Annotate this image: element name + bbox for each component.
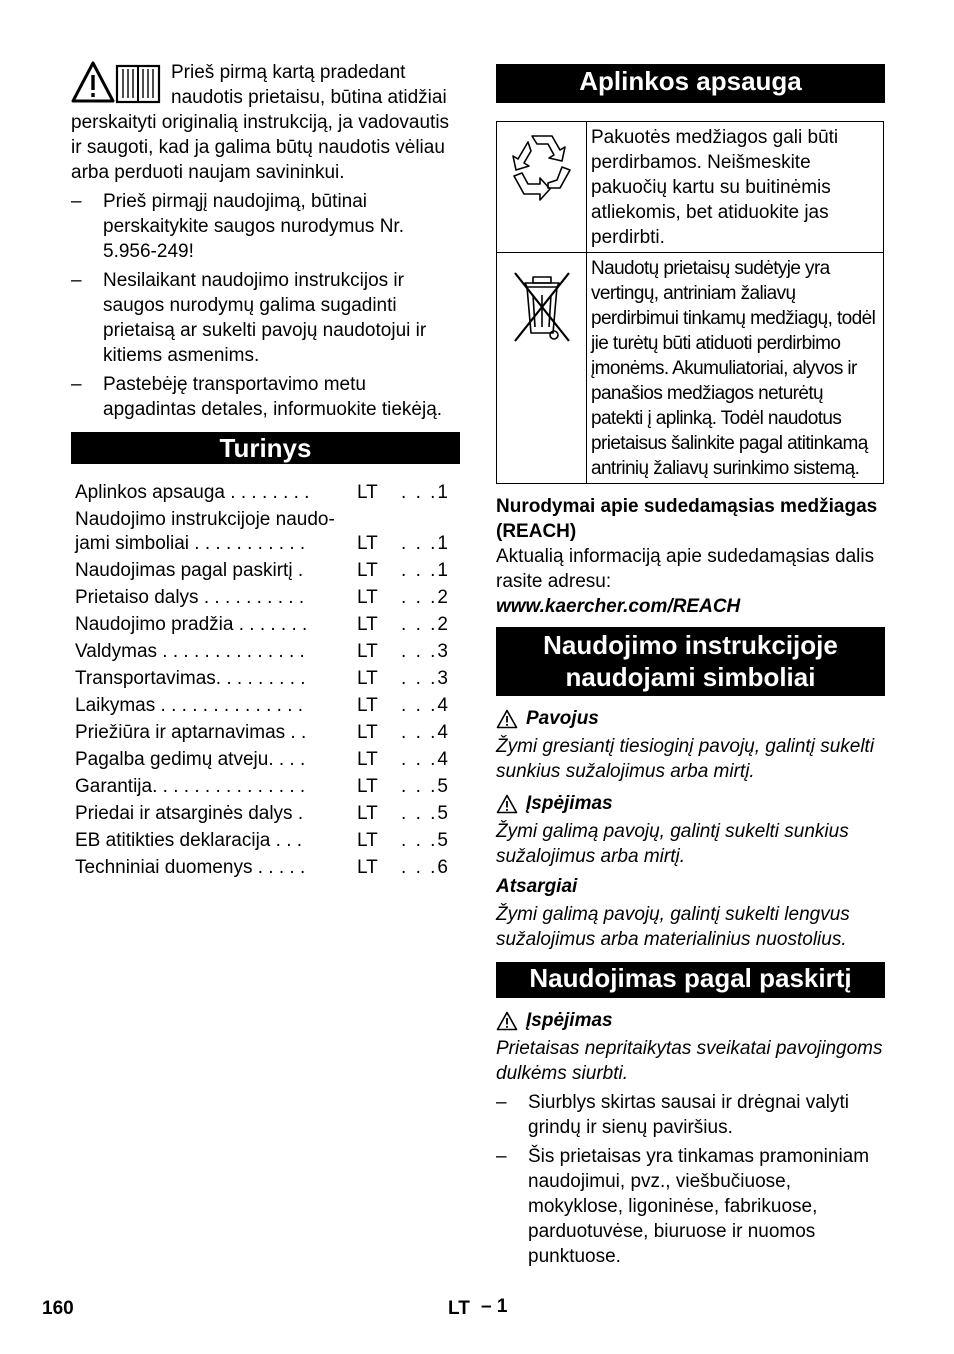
toc-row[interactable] [71,691,460,718]
toc-lang: LT [357,533,378,554]
toc-row[interactable] [71,637,460,664]
intended-list-item [496,1144,885,1269]
intended-list-item [496,1090,885,1140]
toc-row[interactable] [71,610,460,637]
danger-title: Pavojus [526,708,599,729]
toc-page: . . .3 [401,641,450,662]
toc-lang: LT [357,587,378,608]
toc-name: Techniniai duomenys [75,857,253,878]
list-text: Šis prietaisas yra tinkamas pramoniniam naudojimui, pvz., viešbučiuose, mokyklose, ligoninėse, fabrikuose, parduotuvėse, biuruose ir nuomos punktuose. [528,1146,870,1267]
toc-lang: LT [357,749,378,770]
toc-dots: . . . . . . . . . . [198,587,305,608]
intended-warning-title-row [496,1008,885,1033]
toc-page: . . .5 [401,776,450,797]
toc-page: . . .1 [401,533,450,554]
toc-name: Naudojimo instrukcijoje naudo- [75,509,335,530]
toc-name: Priežiūra ir aptarnavimas [75,722,286,743]
toc-lang: LT [357,482,378,503]
toc-name: Naudojimo pradžia [75,614,234,635]
toc-name: Priedai ir atsarginės dalys [75,803,293,824]
toc-dots: . [292,560,304,581]
environment-row [497,253,884,484]
toc-name: EB atitikties deklaracija [75,830,271,851]
toc-dots: . . . . . . . . . . . . . . . [152,776,306,797]
reach-section [496,494,885,619]
toc-row[interactable] [71,556,460,583]
toc-lang: LT [357,857,378,878]
toc-page: . . .4 [401,749,450,770]
toc-name: Pagalba gedimų atveju [75,749,269,770]
right-column [496,64,885,1269]
toc-page: . . .2 [401,587,450,608]
crossed-bin-icon [511,267,573,347]
list-dash: – [71,270,82,291]
warning-text: Žymi galimą pavojų, galintį sukelti sunkius sužalojimus arba mirtį. [496,821,849,867]
reach-text: Aktualią informaciją apie sudedamąsias dalis rasite adresu: [496,546,875,592]
disposal-text: Naudotų prietaisų sudėtyje yra vertingų, antriniam žaliavų perdirbimui tinkamų medžiagų, todėl jie turėtų būti atiduoti perdirbimo įmonėms. Akumuliatoriai, alyvos ir panašios medžiagos neturėtų patekti į aplinką. Todėl naudotus prietaisus šalinkite pagal atitinkamą antrinių žaliavų surinkimo sistemą. [587,253,884,484]
list-dash: – [71,191,82,212]
toc-row[interactable] [71,478,460,505]
toc-dots: . . . . . . . . . . . [189,533,306,554]
toc-page: . . .4 [401,722,450,743]
reach-url-link[interactable]: www.kaercher.com/REACH [496,596,741,617]
toc-dots: . . [285,722,307,743]
environment-icon-cell [497,122,587,253]
footer-page-ref: – 1 [481,1296,508,1317]
toc-page: . . .1 [401,560,450,581]
danger-text: Žymi gresiantį tiesioginį pavojų, galintį sukelti sunkius sužalojimus arba mirtį. [496,736,875,782]
environment-heading: Aplinkos apsauga [496,64,885,103]
toc-dots: . . . . . . . [233,614,308,635]
toc-name-cont: jami simboliai [75,533,190,554]
toc-lang: LT [357,614,378,635]
toc-page: . . .2 [401,614,450,635]
warning-title: Įspėjimas [526,793,613,814]
toc-page: . . .5 [401,830,450,851]
toc-dots: . . . . . [252,857,306,878]
toc-lang: LT [357,560,378,581]
list-dash: – [71,374,82,395]
toc-page: . . .3 [401,668,450,689]
warning-triangle-icon [496,1011,518,1031]
symbols-heading-line: naudojami simboliai [565,662,816,692]
list-text: Pastebėję transportavimo metu apgadintas detales, informuokite tiekėją. [103,374,443,420]
list-text: Prieš pirmąjį naudojimą, būtinai perskaitykite saugos nurodymus Nr. 5.956-249! [103,191,404,262]
caution-text: Žymi galimą pavojų, galintį sukelti lengvus sužalojimus arba materialinius nuostolius. [496,904,850,950]
toc-name: Garantija [75,776,153,797]
left-column [71,60,460,880]
toc-name: Valdymas [75,641,158,662]
toc-row[interactable] [71,745,460,772]
toc-name: Laikymas [75,695,156,716]
toc-heading: Turinys [71,432,460,464]
toc-page: . . .1 [401,482,450,503]
toc-name: Transportavimas [75,668,216,689]
environment-row [497,122,884,253]
toc-name: Naudojimas pagal paskirtį [75,560,293,581]
recycle-icon [504,128,580,204]
intro-list-item [71,189,460,264]
toc-lang: LT [357,722,378,743]
toc-row[interactable] [71,772,460,799]
toc-dots: . . . . [268,749,306,770]
toc-dots: . . . . . . . . . . . . . . [155,695,304,716]
toc-row[interactable] [71,853,460,880]
packaging-text: Pakuotės medžiagos gali būti perdirbamos. Neišmeskite pakuočių kartu su buitinėmis atliekomis, bet atiduokite jas perdirbti. [587,122,884,253]
toc-row[interactable] [71,664,460,691]
symbols-heading [496,627,885,696]
list-dash: – [496,1146,507,1167]
symbols-section [496,706,885,952]
list-text: Siurblys skirtas sausai ir drėgnai valyti grindų ir sienų paviršius. [528,1092,850,1138]
toc-row[interactable] [71,583,460,610]
symbols-heading-line: Naudojimo instrukcijoje [543,630,838,660]
page-number: 160 [42,1298,74,1319]
toc-lang: LT [357,641,378,662]
reach-heading: Nurodymai apie sudedamąsias medžiagas (REACH) [496,496,878,542]
toc-lang: LT [357,830,378,851]
toc-row[interactable] [71,826,460,853]
caution-title: Atsargiai [496,876,578,897]
list-text: Nesilaikant naudojimo instrukcijos ir saugos nurodymų galima sugadinti prietaisą ar sukelti pavojų naudotojui ir kitiems asmenims. [103,270,427,366]
toc-row[interactable] [71,505,460,556]
toc-lang: LT [357,776,378,797]
environment-icon-cell [497,253,587,484]
toc-dots: . . . . . . . . . . . . . . [157,641,305,662]
warning-triangle-icon [496,709,518,729]
toc-row[interactable] [71,718,460,745]
toc-lang: LT [357,695,378,716]
environment-table [496,121,884,484]
warning-title-row [496,791,885,816]
toc-dots: . . . [270,830,303,851]
intro-list-item [71,268,460,368]
toc-dots: . . . . . . . . [225,482,310,503]
toc-dots: . . . . . . . . . [215,668,306,689]
warning-manual-icon [71,60,163,106]
warning-triangle-icon [496,794,518,814]
toc-name: Prietaiso dalys [75,587,199,608]
toc-table [71,478,460,880]
intro-list-item [71,372,460,422]
toc-name: Aplinkos apsauga [75,482,225,503]
danger-title-row [496,706,885,731]
toc-page: . . .5 [401,803,450,824]
intro-text: Prieš pirmą kartą pradedant naudotis prietaisu, būtina atidžiai perskaityti originalią instrukciją, ja vadovautis ir saugoti, kad ja galima būtų naudotis vėliau arba perduoti naujam savininkui. [71,62,450,183]
toc-lang: LT [357,803,378,824]
toc-row[interactable] [71,799,460,826]
toc-lang: LT [357,668,378,689]
toc-page: . . .6 [401,857,450,878]
intended-use-section [496,1008,885,1269]
list-dash: – [496,1092,507,1113]
footer-lang: LT [448,1298,470,1319]
toc-dots: . [292,803,304,824]
toc-page: . . .4 [401,695,450,716]
intended-warning-text: Prietaisas nepritaikytas sveikatai pavojingoms dulkėms siurbti. [496,1038,883,1084]
intended-warning-title: Įspėjimas [526,1010,613,1031]
intro-section [71,60,460,422]
intended-use-heading: Naudojimas pagal paskirtį [496,962,885,998]
